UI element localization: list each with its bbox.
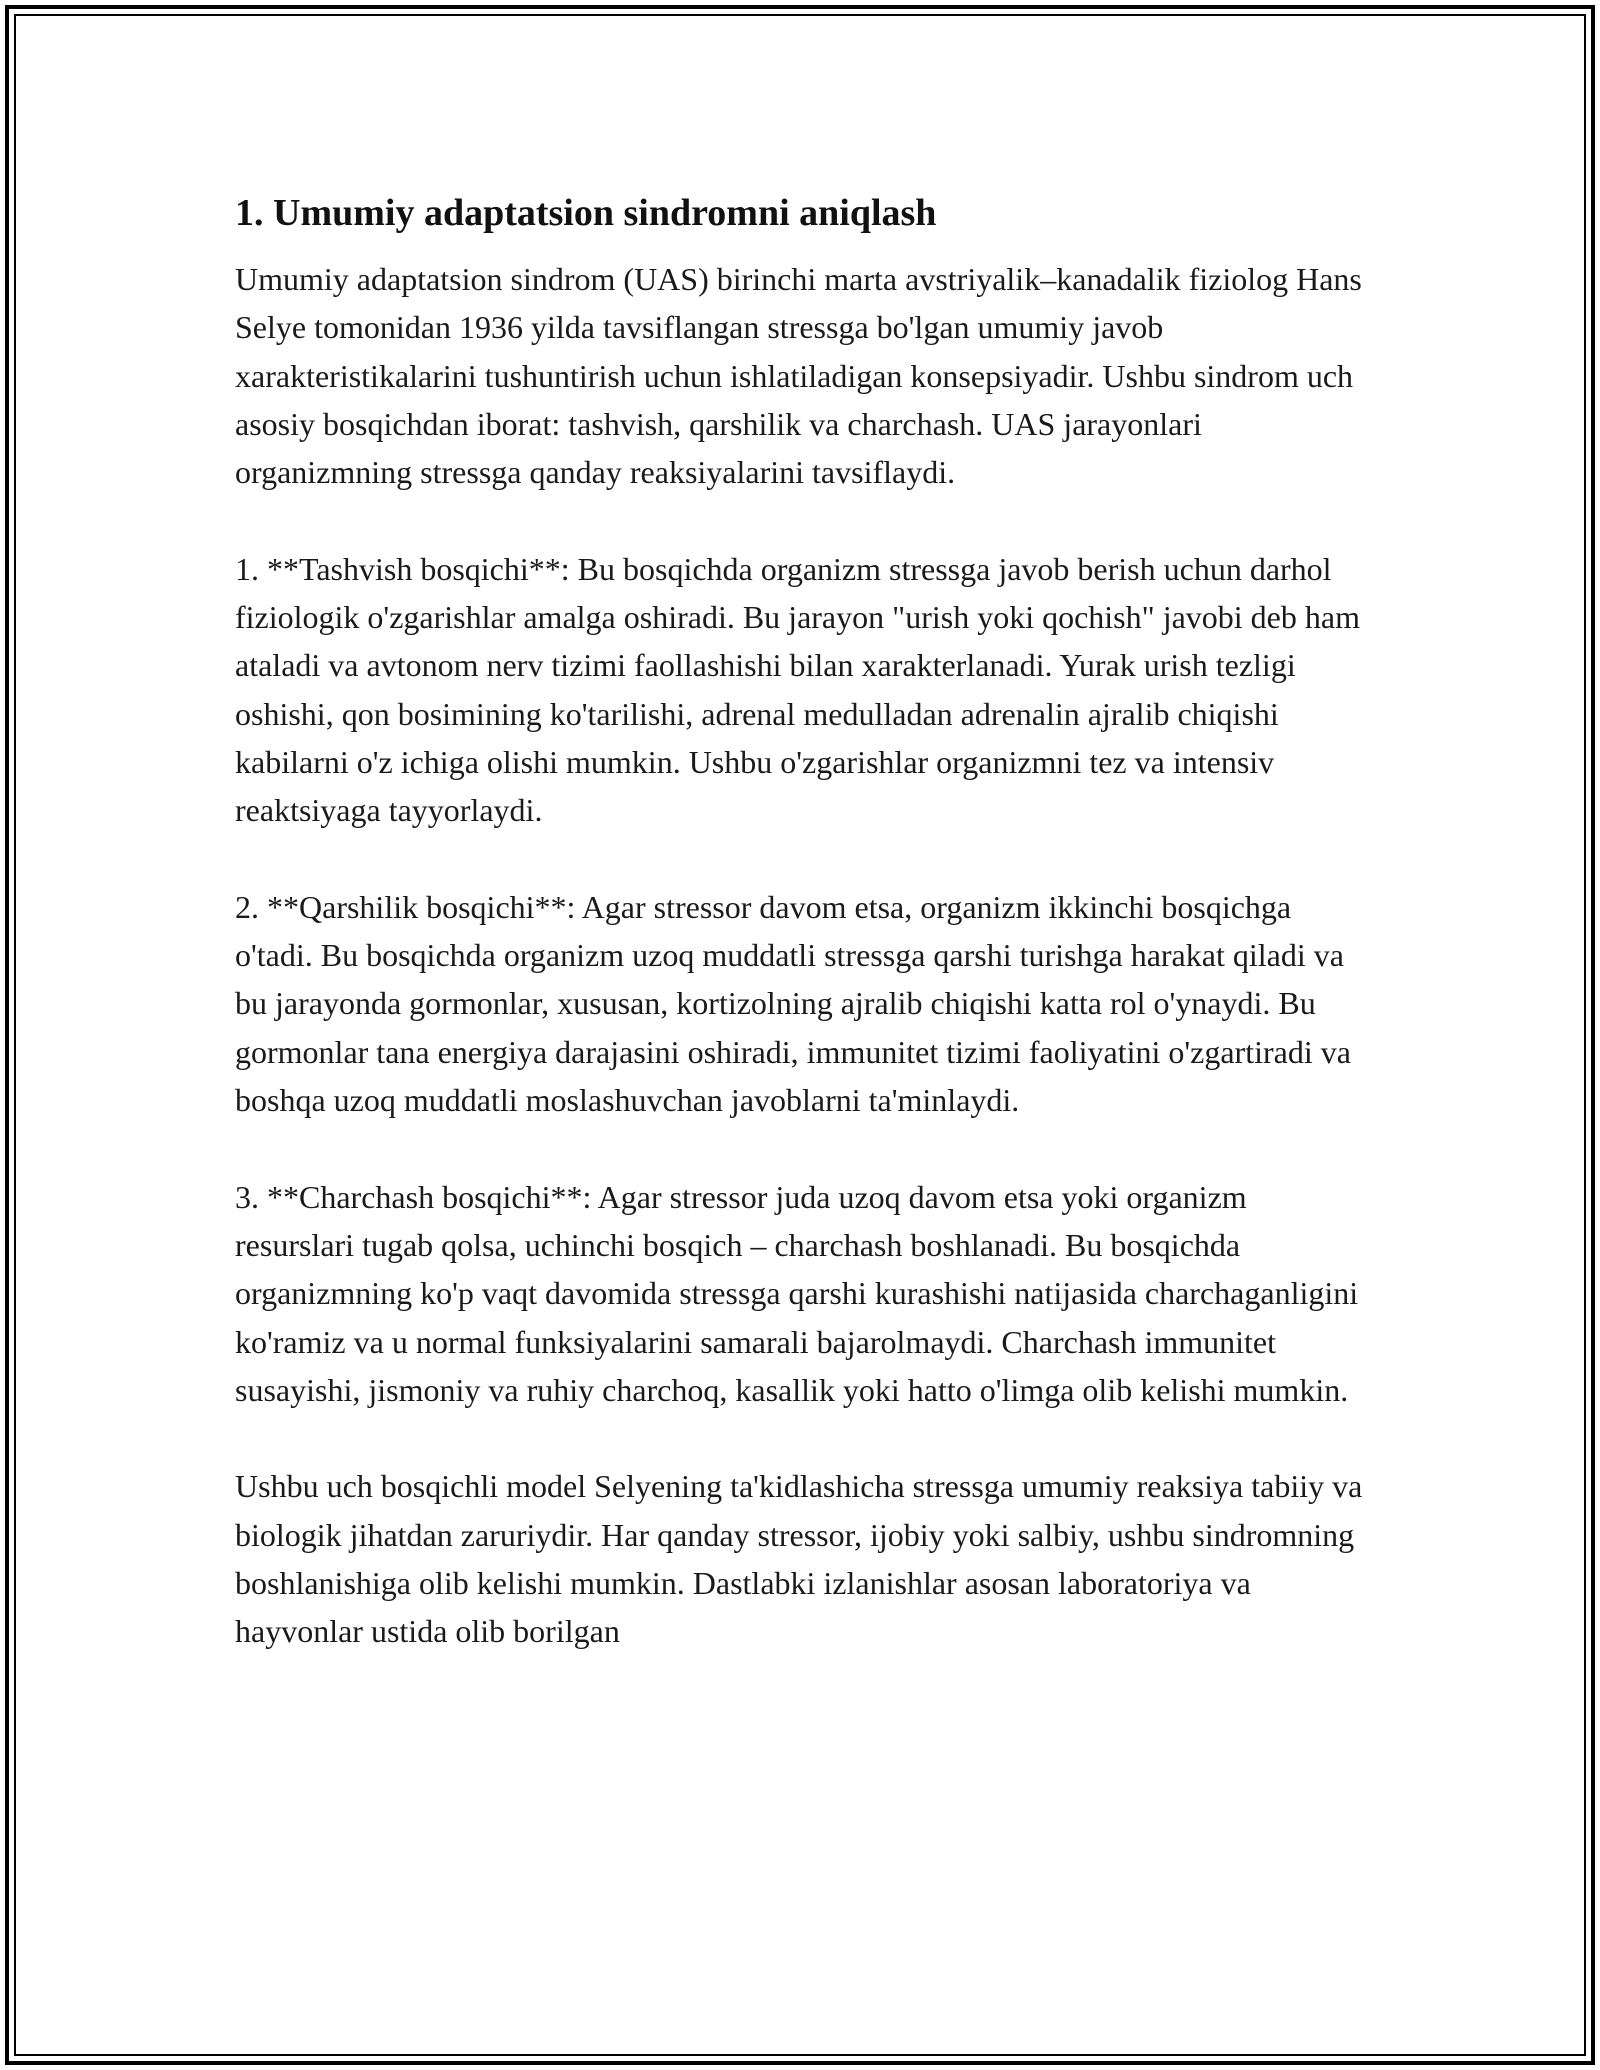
paragraph-intro: Umumiy adaptatsion sindrom (UAS) birinchi marta avstriyalik–kanadalik fiziolog Hans Selye tomonidan 1936 yilda tavsiflangan stressga bo'lgan umumiy javob xarakteristikalarini tushuntirish uchun ishlatiladigan konsepsiyadir. Ushbu sindrom uch asosiy bosqichdan iborat: tashvish, qarshilik va charchash. UAS jarayonlari organizmning stressga qanday reaksiyalarini tavsiflaydi. — [235, 261, 1362, 491]
paragraph-exhaustion-stage: 3. **Charchash bosqichi**: Agar stressor juda uzoq davom etsa yoki organizm resurslari tugab qolsa, uchinchi bosqich – charchash boshlanadi. Bu bosqichda organizmning ko'p vaqt davomida stressga qarshi kurashishi natijasida charchaganligini ko'ramiz va u normal funksiyalarini samarali bajarolmaydi. Charchash immunitet susayishi, jismoniy va ruhiy charchoq, kasallik yoki hatto o'limga olib kelishi mumkin. — [235, 1178, 1359, 1408]
paragraph-alarm-stage: 1. **Tashvish bosqichi**: Bu bosqichda organizm stressga javob berish uchun darhol fiziologik o'zgarishlar amalga oshiradi. Bu jarayon "urish yoki qochish" javobi deb ham ataladi va avtonom nerv tizimi faollashishi bilan xarakterlanadi. Yurak urish tezligi oshishi, qon bosimining ko'tarilishi, adrenal medulladan adrenalin ajralib chiqishi kabilarni o'z ichiga olishi mumkin. Ushbu o'zgarishlar organizmni tez va intensiv reaktsiyaga tayyorlaydi. — [235, 550, 1360, 829]
document-body — [235, 186, 1365, 1656]
section-heading: 1. Umumiy adaptatsion sindromni aniqlash — [235, 192, 937, 234]
paragraph-conclusion: Ushbu uch bosqichli model Selyening ta'kidlashicha stressga umumiy reaksiya tabiiy va biologik jihatdan zaruriydir. Har qanday stressor, ijobiy yoki salbiy, ushbu sindromning boshlanishiga olib kelishi mumkin. Dastlabki izlanishlar asosan laboratoriya va hayvonlar ustida olib borilgan — [235, 1468, 1363, 1650]
paragraph-resistance-stage: 2. **Qarshilik bosqichi**: Agar stressor davom etsa, organizm ikkinchi bosqichga o'tadi. Bu bosqichda organizm uzoq muddatli stressga qarshi turishga harakat qiladi va bu jarayonda gormonlar, xususan, kortizolning ajralib chiqishi katta rol o'ynaydi. Bu gormonlar tana energiya darajasini oshiradi, immunitet tizimi faoliyatini o'zgartiradi va boshqa uzoq muddatli moslashuvchan javoblarni ta'minlaydi. — [235, 888, 1351, 1119]
